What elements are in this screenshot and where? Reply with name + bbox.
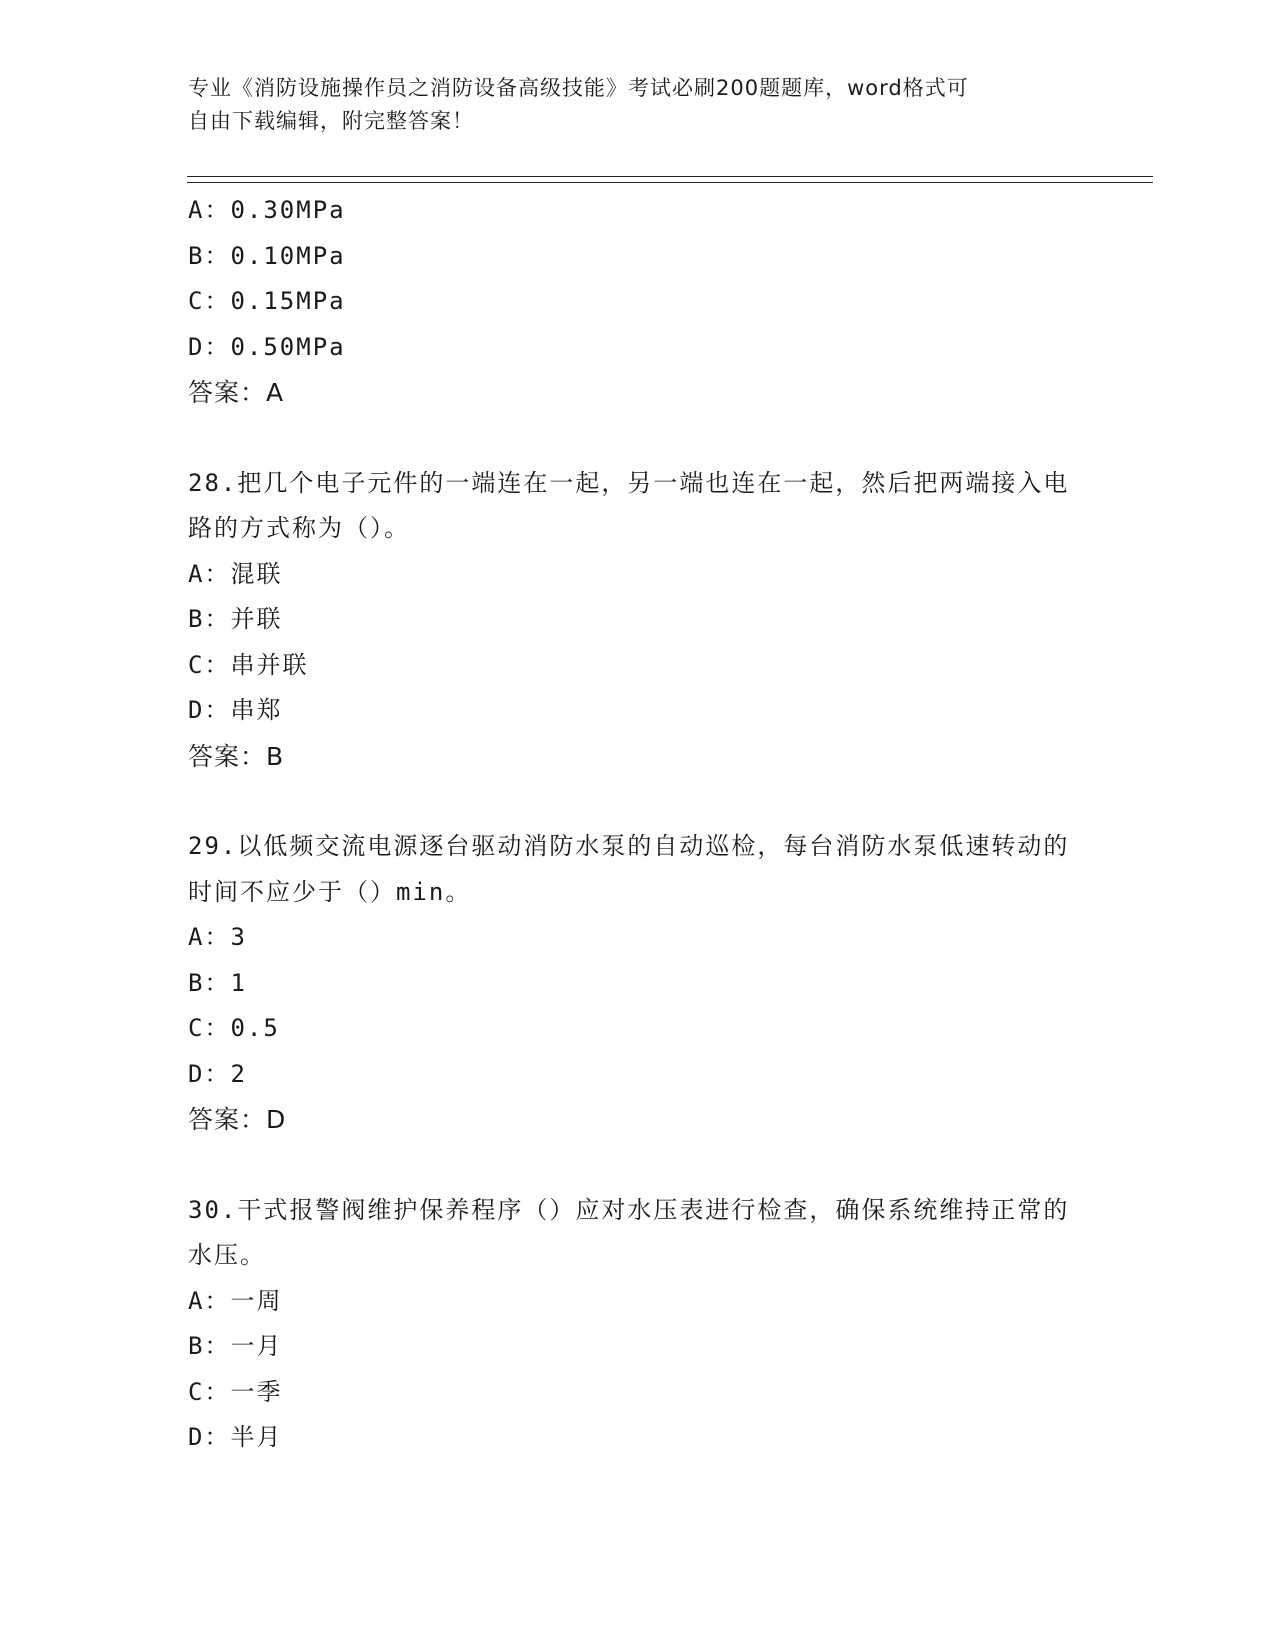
option-c: C：0.15MPa [188, 287, 346, 315]
option-c: C：串并联 [188, 650, 309, 679]
option-d: D：串郑 [188, 696, 283, 724]
option-a: A：3 [188, 923, 247, 951]
option-d: D：2 [188, 1059, 247, 1088]
question-spacer [188, 416, 1088, 461]
option-d: D：0.50MPa [188, 332, 346, 361]
question-27-tail [188, 188, 1088, 416]
option-b: B：1 [188, 968, 247, 997]
answer-line: 答案：D [188, 1105, 287, 1134]
question-29 [188, 824, 1088, 1143]
question-30 [188, 1188, 1088, 1461]
option-a: A：0.30MPa [188, 196, 346, 224]
question-spacer [188, 779, 1088, 824]
header-line-1: 专业《消防设施操作员之消防设备高级技能》考试必刷200题题库，word格式可 [188, 76, 969, 100]
header-line-2: 自由下载编辑，附完整答案！ [188, 109, 474, 133]
question-content [188, 188, 1088, 1461]
option-b: B：0.10MPa [188, 241, 346, 270]
option-c: C：0.5 [188, 1014, 280, 1042]
question-stem: 30.干式报警阀维护保养程序（）应对水压表进行检查，确保系统维持正常的水压。 [188, 1195, 1070, 1269]
document-header [188, 72, 1068, 138]
question-stem: 29.以低频交流电源逐台驱动消防水泵的自动巡检，每台消防水泵低速转动的时间不应少于（）min。 [188, 832, 1070, 906]
option-b: B：并联 [188, 605, 283, 633]
option-d: D：半月 [188, 1423, 283, 1451]
question-spacer [188, 1143, 1088, 1188]
option-c: C：一季 [188, 1377, 283, 1406]
option-b: B：一月 [188, 1332, 283, 1360]
option-a: A：混联 [188, 559, 283, 588]
question-28 [188, 461, 1088, 780]
answer-line: 答案：B [188, 741, 285, 771]
header-divider-bottom [187, 182, 1153, 183]
option-a: A：一周 [188, 1286, 283, 1315]
question-stem: 28.把几个电子元件的一端连在一起，另一端也连在一起，然后把两端接入电路的方式称为（）。 [188, 468, 1070, 542]
answer-line: 答案：A [188, 378, 285, 407]
header-divider-top [187, 176, 1153, 177]
